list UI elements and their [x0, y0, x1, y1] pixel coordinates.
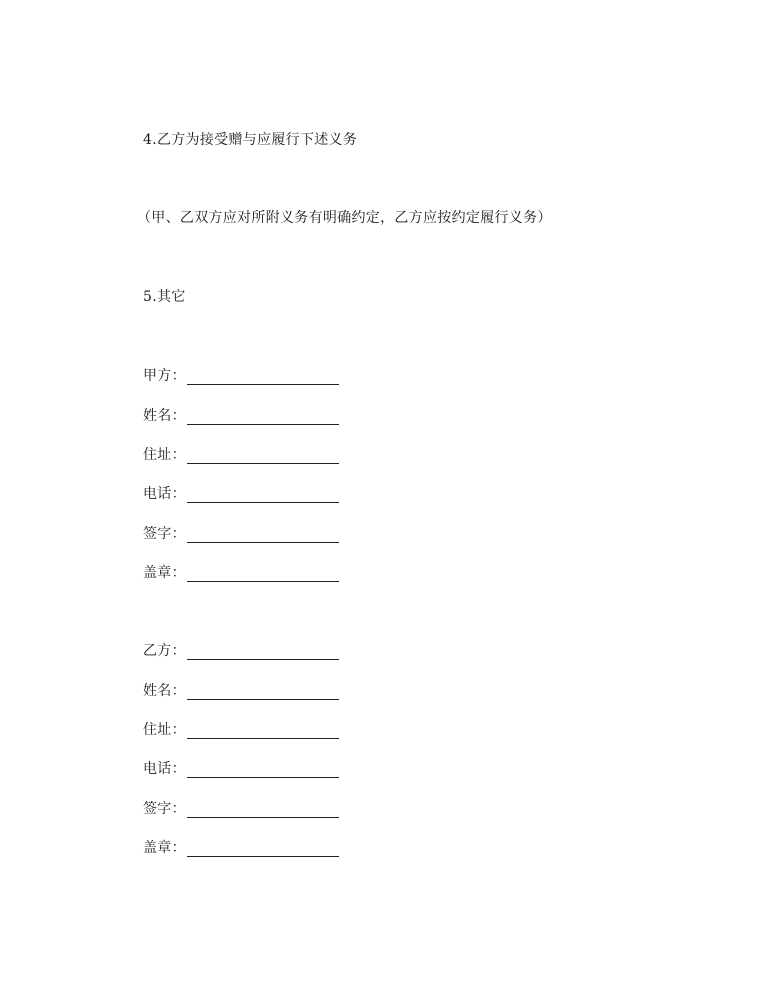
field-label: 签字： — [143, 526, 186, 542]
field-label: 甲方： — [143, 368, 186, 384]
party-b-seal-line[interactable] — [187, 838, 339, 857]
party-a-person-line[interactable] — [187, 406, 339, 425]
field-label: 电话： — [143, 486, 186, 502]
party-a-address-line[interactable] — [187, 445, 339, 464]
party-a-seal-field — [143, 562, 339, 582]
party-a-signature-field — [143, 523, 339, 543]
party-a-phone-field — [143, 483, 339, 503]
party-a-seal-line[interactable] — [187, 563, 339, 582]
party-b-seal-field — [143, 837, 339, 857]
party-a-signature-line[interactable] — [187, 524, 339, 543]
field-label: 签字： — [143, 801, 186, 817]
field-label: 姓名： — [143, 683, 186, 699]
field-label: 住址： — [143, 722, 186, 738]
party-a-name-field — [143, 365, 339, 385]
party-a-person-field — [143, 405, 339, 425]
field-label: 盖章： — [143, 840, 186, 856]
field-label: 乙方： — [143, 643, 186, 659]
party-b-address-line[interactable] — [187, 720, 339, 739]
party-a-address-field — [143, 444, 339, 464]
party-b-phone-line[interactable] — [187, 759, 339, 778]
party-b-signature-field — [143, 798, 339, 818]
party-b-phone-field — [143, 758, 339, 778]
party-b-person-field — [143, 680, 339, 700]
section-4-heading: 4.乙方为接受赠与应履行下述义务 — [143, 132, 358, 148]
party-b-person-line[interactable] — [187, 681, 339, 700]
party-b-name-field — [143, 640, 339, 660]
party-b-line[interactable] — [187, 641, 339, 660]
party-b-signature-line[interactable] — [187, 799, 339, 818]
party-a-line[interactable] — [187, 366, 339, 385]
field-label: 姓名： — [143, 408, 186, 424]
party-b-address-field — [143, 719, 339, 739]
section-5-heading: 5.其它 — [143, 289, 186, 305]
field-label: 住址： — [143, 447, 186, 463]
party-a-phone-line[interactable] — [187, 484, 339, 503]
section-4-note: （甲、乙双方应对所附义务有明确约定，乙方应按约定履行义务） — [137, 210, 552, 226]
field-label: 盖章： — [143, 565, 186, 581]
field-label: 电话： — [143, 761, 186, 777]
